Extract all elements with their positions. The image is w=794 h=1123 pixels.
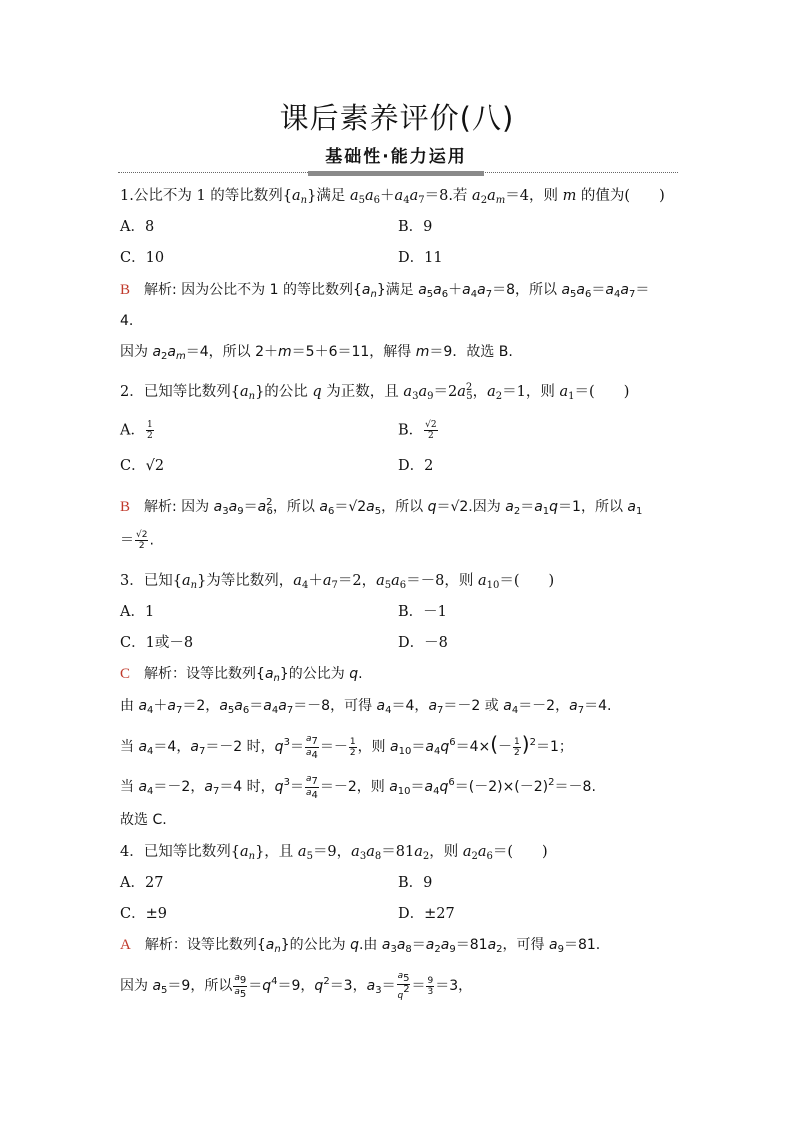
q4-answer: A bbox=[120, 937, 131, 953]
q2-option-d: D．2 bbox=[398, 458, 434, 474]
section-header bbox=[308, 146, 484, 176]
q1-solution-line-1: B 解析: 因为公比不为 1 的等比数列$\{a_n\}$满足 $a_5a_6+a_4a_7=8$，所以 $a_5a_6=a_4a_7=$ bbox=[120, 282, 650, 300]
q3-solution-line-3: 当 $a_4=4$，$a_7=-2$ 时，$q^3=$ $\frac{a_7}{a_4}$ ＝－ $\frac{1}{2}$ ，则 $a_{10}=a_4q^6=4\times(-$ $\frac{1}{2}$ )$^2$＝1； bbox=[120, 732, 573, 761]
q3-answer: C bbox=[120, 666, 131, 682]
q2-option-c: C．√2 bbox=[120, 458, 165, 474]
q2-answer: B bbox=[120, 499, 131, 515]
q2-solution-label: 解析: bbox=[144, 499, 177, 515]
q3-option-b: B．－1 bbox=[398, 604, 447, 620]
q1-option-d: D．11 bbox=[398, 250, 443, 266]
q4-option-c: C．±9 bbox=[120, 906, 167, 922]
q2-option-a: A． $\frac{1}{2}$ bbox=[120, 420, 153, 441]
question-4: 4．已知等比数列$\{a_n\}$，且 $a_5=9$，$a_3a_8=81a_2$，则 $a_2a_6=$( ) bbox=[120, 844, 548, 862]
q4-solution-line-2: 因为 $a_5=9$，所以 $\frac{a_9}{a_5}$ $=q^4=9$，$q^2=3$，$a_3=$ $\frac{a_5}{q^2}$ ＝ $\frac{9}{3}$ ＝3， bbox=[120, 971, 473, 1001]
q4-solution-line-1: A 解析：设等比数列$\{a_n\}$的公比为 q.由 $a_3a_8=a_2a_9=81a_2$，可得 $a_9=81$. bbox=[120, 937, 601, 955]
q1-option-a: A．8 bbox=[120, 219, 155, 235]
q4-option-d: D．±27 bbox=[398, 906, 455, 922]
q3-solution-line-2: 由 $a_4+a_7=2$，$a_5a_6=a_4a_7=-8$，可得 $a_4=4$，$a_7=-2$ 或 $a_4=-2$，$a_7=4$. bbox=[120, 698, 612, 716]
q1-solution-label: 解析: bbox=[144, 282, 177, 298]
question-2: 2．已知等比数列$\{a_n\}$的公比 q 为正数，且 $a_3a_9=2a^2_5$，$a_2=1$，则 $a_1=$( ) bbox=[120, 382, 630, 402]
section-title: 基础性·能力运用 bbox=[325, 147, 467, 167]
q1-answer: B bbox=[120, 282, 131, 298]
q3-option-a: A．1 bbox=[120, 604, 155, 620]
question-3: 3．已知$\{a_n\}$为等比数列，$a_4+a_7=2$，$a_5a_6=-8$，则 $a_{10}=$( ) bbox=[120, 573, 555, 591]
q3-option-c: C．1或－8 bbox=[120, 635, 194, 651]
q3-solution-line-1: C 解析：设等比数列$\{a_n\}$的公比为 q. bbox=[120, 666, 363, 684]
page-title: 课后素养评价(八) bbox=[279, 101, 515, 135]
q1-option-c: C．10 bbox=[120, 250, 165, 266]
q4-option-b: B．9 bbox=[398, 875, 433, 891]
q1-solution-line-2: 4. bbox=[120, 313, 134, 329]
q4-option-a: A．27 bbox=[120, 875, 164, 891]
q3-solution-line-5: 故选 C. bbox=[120, 812, 167, 828]
q3-option-d: D．－8 bbox=[398, 635, 448, 651]
q2-solution-line-2: ＝ $\frac{√2}{2}$ . bbox=[120, 530, 154, 551]
q1-option-b: B．9 bbox=[398, 219, 433, 235]
q1-solution-line-3: 因为 $a_2a_m=4$，所以 2＋m＝5＋6＝11，解得 m＝9．故选 B. bbox=[120, 344, 513, 362]
q3-solution-line-4: 当 $a_4=-2$，$a_7=4$ 时，$q^3=$ $\frac{a_7}{a_4}$ ＝－2，则 $a_{10}=a_4q^6=(-2)\times(-2)^2=-8$. bbox=[120, 773, 596, 801]
q3-solution-label: 解析： bbox=[144, 666, 187, 682]
q2-option-b: B． $\frac{√2}{2}$ bbox=[398, 420, 437, 441]
question-1: 1.公比不为 1 的等比数列$\{a_n\}$满足 $a_5a_6+a_4a_7=8$.若 $a_2a_m=4$，则 m 的值为( ) bbox=[120, 188, 665, 206]
q4-solution-label: 解析： bbox=[144, 937, 187, 953]
q2-solution-line-1: B 解析: 因为 $a_3a_9=a^2_6$，所以 $a_6=√2a_5$，所以 q＝√2.因为 $a_2=a_1q=1$，所以 $a_1$ bbox=[120, 497, 643, 517]
